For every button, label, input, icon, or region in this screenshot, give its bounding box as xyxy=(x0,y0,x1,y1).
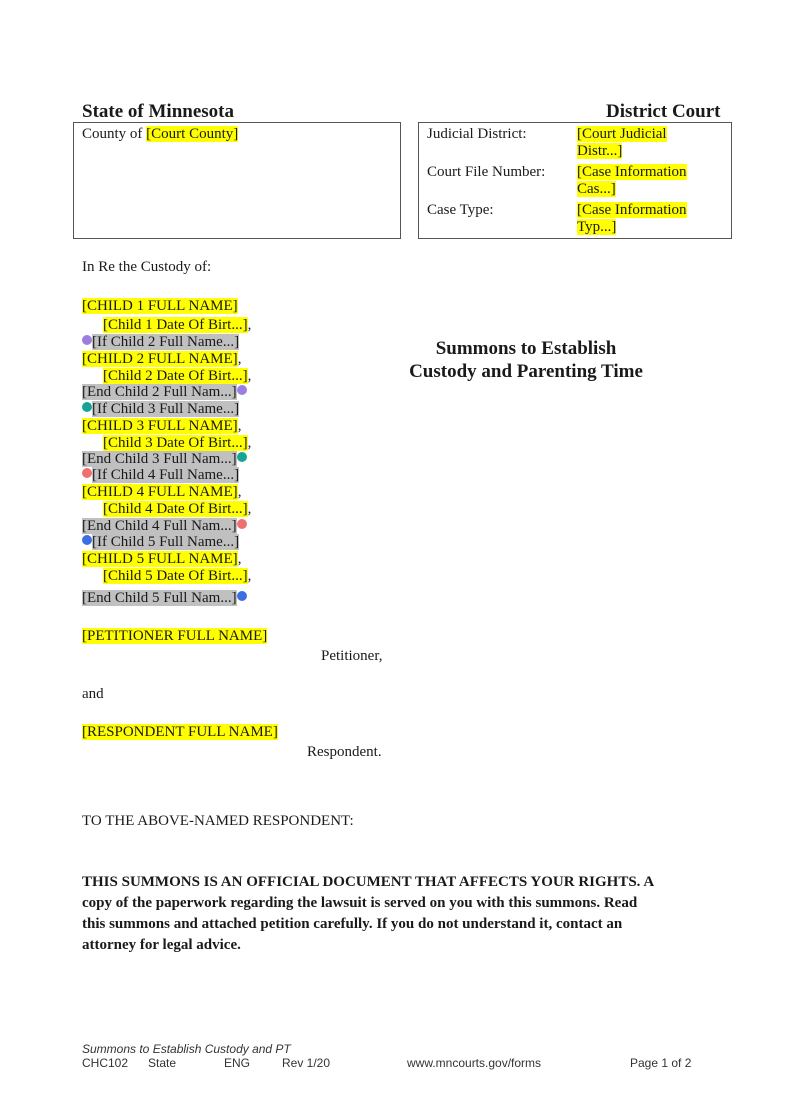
child3-dob[interactable]: [Child 3 Date Of Birt...], xyxy=(103,435,252,451)
footer-website-link[interactable]: www.mncourts.gov/forms xyxy=(407,1056,542,1070)
case-info-box xyxy=(418,122,732,239)
child2-dob[interactable]: [Child 2 Date Of Birt...], xyxy=(103,368,252,384)
respondent-field[interactable]: [RESPONDENT FULL NAME] xyxy=(82,724,278,740)
court-file-field[interactable]: [Case Information Cas...] xyxy=(577,164,687,197)
in-re-heading: In Re the Custody of: xyxy=(82,259,212,275)
if-child4-block[interactable]: [If Child 4 Full Name...] xyxy=(82,467,239,484)
child1-dob[interactable]: [Child 1 Date Of Birt...], xyxy=(103,317,252,333)
judicial-district-label: Judicial District: xyxy=(427,126,527,142)
state-heading: State of Minnesota xyxy=(82,101,234,122)
court-file-label: Court File Number: xyxy=(427,164,546,180)
official-notice: THIS SUMMONS IS AN OFFICIAL DOCUMENT THAT AFFECTS YOUR RIGHTS. A copy of the paperwork regarding the lawsuit is served on you with this summons. Read this summons and attached petition carefully. If you do not understand it, contact an attorney for legal advice. xyxy=(82,874,655,953)
child5-dob[interactable]: [Child 5 Date Of Birt...], xyxy=(103,568,252,584)
footer-form-title: Summons to Establish Custody and PT xyxy=(82,1042,291,1056)
case-type-label: Case Type: xyxy=(427,202,494,218)
child3-start-marker-icon xyxy=(82,402,92,412)
county-box xyxy=(73,122,401,239)
child5-name[interactable]: [CHILD 5 FULL NAME], xyxy=(82,551,242,567)
petitioner-label: Petitioner, xyxy=(321,648,383,664)
child5-end-marker-icon xyxy=(237,591,247,601)
county-label: County of xyxy=(82,126,147,142)
end-child4-block[interactable]: [End Child 4 Full Nam...] xyxy=(82,518,247,535)
if-child5-block[interactable]: [If Child 5 Full Name...] xyxy=(82,534,239,551)
if-child3-block[interactable]: [If Child 3 Full Name...] xyxy=(82,401,239,418)
child3-end-marker-icon xyxy=(237,452,247,462)
footer-form-code: CHC102 xyxy=(82,1056,129,1070)
court-heading: District Court xyxy=(606,101,721,122)
and-text: and xyxy=(82,686,104,702)
footer-page-number: Page 1 of 2 xyxy=(630,1056,692,1070)
child4-dob[interactable]: [Child 4 Date Of Birt...], xyxy=(103,501,252,517)
document-title xyxy=(396,337,656,383)
child1-name[interactable]: [CHILD 1 FULL NAME] xyxy=(82,298,238,314)
to-respondent-heading: TO THE ABOVE-NAMED RESPONDENT: xyxy=(82,813,354,829)
footer-jurisdiction: State xyxy=(148,1056,177,1070)
child2-end-marker-icon xyxy=(237,385,247,395)
case-type-field[interactable]: [Case Information Typ...] xyxy=(577,202,687,235)
footer-language: ENG xyxy=(224,1056,251,1070)
if-child2-block[interactable]: [If Child 2 Full Name...] xyxy=(82,334,239,351)
child4-start-marker-icon xyxy=(82,468,92,478)
county-line xyxy=(82,126,238,143)
child2-start-marker-icon xyxy=(82,335,92,345)
child4-end-marker-icon xyxy=(237,519,247,529)
document-title-line1: Summons to Establish xyxy=(435,338,617,359)
end-child2-block[interactable]: [End Child 2 Full Nam...] xyxy=(82,384,247,401)
child4-name[interactable]: [CHILD 4 FULL NAME], xyxy=(82,484,242,500)
county-field[interactable]: [Court County] xyxy=(146,126,239,142)
child3-name[interactable]: [CHILD 3 FULL NAME], xyxy=(82,418,242,434)
document-title-line2: Custody and Parenting Time xyxy=(409,361,643,382)
child2-name[interactable]: [CHILD 2 FULL NAME], xyxy=(82,351,242,367)
footer-revision: Rev 1/20 xyxy=(282,1056,331,1070)
petitioner-field[interactable]: [PETITIONER FULL NAME] xyxy=(82,628,268,644)
end-child3-block[interactable]: [End Child 3 Full Nam...] xyxy=(82,451,247,468)
child5-start-marker-icon xyxy=(82,535,92,545)
end-child5-block[interactable]: [End Child 5 Full Nam...] xyxy=(82,590,247,607)
respondent-label: Respondent. xyxy=(307,744,382,760)
judicial-district-field[interactable]: [Court Judicial Distr...] xyxy=(577,126,667,159)
